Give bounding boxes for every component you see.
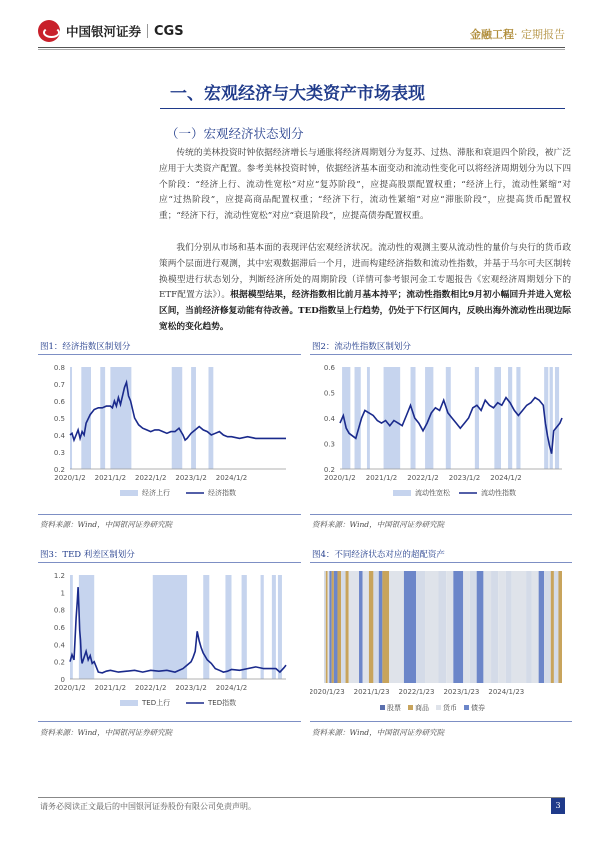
asset-band bbox=[334, 571, 338, 683]
legend-label: 债券 bbox=[471, 704, 485, 712]
x-tick-label: 2020/1/23 bbox=[310, 688, 345, 696]
subsection-title: （一）宏观经济状态划分 bbox=[166, 126, 304, 141]
figure-2-frame bbox=[310, 354, 572, 515]
figure-2-title: 图2：流动性指数区制划分 bbox=[312, 342, 411, 352]
y-tick-label: 0.6 bbox=[53, 398, 65, 406]
asset-band bbox=[329, 571, 331, 683]
regime-band bbox=[110, 367, 131, 469]
asset-band bbox=[477, 571, 484, 683]
x-tick-label: 2021/1/2 bbox=[365, 474, 398, 482]
x-tick-label: 2023/1/2 bbox=[175, 684, 207, 692]
figure-4-source: 资料来源：Wind，中国银河证券研究院 bbox=[312, 728, 445, 737]
logo-separator bbox=[147, 24, 148, 38]
asset-band bbox=[332, 571, 334, 683]
x-tick-label: 2024/1/2 bbox=[490, 474, 522, 482]
legend-swatch-regime bbox=[120, 700, 138, 706]
y-tick-label: 0.8 bbox=[53, 364, 65, 372]
legend-swatch bbox=[380, 705, 385, 710]
section-title: 一、宏观经济与大类资产市场表现 bbox=[170, 84, 425, 104]
liquidity-index-chart bbox=[310, 355, 572, 514]
regime-band bbox=[355, 367, 361, 469]
y-tick-label: 0.3 bbox=[53, 449, 65, 457]
asset-band bbox=[483, 571, 491, 683]
asset-band bbox=[453, 571, 463, 683]
regime-band bbox=[225, 575, 231, 679]
x-tick-label: 2023/1/2 bbox=[175, 474, 207, 482]
y-tick-label: 0.6 bbox=[53, 624, 65, 632]
asset-band bbox=[554, 571, 558, 683]
regime-band bbox=[446, 367, 451, 469]
regime-band bbox=[242, 575, 247, 679]
regime-band bbox=[81, 367, 91, 469]
y-tick-label: 0.2 bbox=[53, 658, 65, 667]
paragraph-1: 传统的美林投资时钟依据经济增长与通胀将经济周期划分为复苏、过热、滞胀和衰退四个阶段，被广泛应用于大类资产配置。参考美林投资时钟，依据经济基本面变动和流动性变化可以将经济周期划分为以下四个阶段：“经济上行、流动性宽松”对应“复苏阶段”，应提高股票配置权重；“经济上行，流动性紧缩”对应“过热阶段”，应提高商品配置权重；“经济下行，流动性紧缩”对应“滞胀阶段”，应提高货币配置权重；“经济下行，流动性宽松”对应“衰退阶段”，应提高债券配置权重。 bbox=[159, 148, 571, 222]
asset-band bbox=[404, 571, 416, 683]
figure-1-frame bbox=[38, 354, 301, 515]
logo-name: 中国银河证券 bbox=[66, 24, 142, 39]
section-divider bbox=[160, 108, 565, 109]
report-type bbox=[470, 26, 565, 42]
y-tick-label: 0.4 bbox=[53, 432, 65, 440]
asset-band bbox=[382, 571, 389, 683]
asset-band bbox=[389, 571, 404, 683]
asset-band bbox=[328, 571, 330, 683]
asset-band bbox=[416, 571, 425, 683]
regime-band bbox=[100, 367, 105, 469]
regime-band bbox=[153, 575, 187, 679]
y-tick-label: 0.5 bbox=[53, 415, 65, 423]
asset-band bbox=[544, 571, 551, 683]
page-number: 3 bbox=[551, 798, 565, 814]
y-tick-label: 0 bbox=[60, 676, 65, 684]
legend-label-line: 经济指数 bbox=[208, 489, 236, 497]
regime-band bbox=[278, 575, 282, 679]
legend-label: 商品 bbox=[415, 704, 429, 712]
regime-band bbox=[508, 367, 512, 469]
asset-band bbox=[363, 571, 369, 683]
legend-label-line: TED指数 bbox=[208, 699, 237, 707]
regime-band bbox=[70, 575, 73, 679]
x-tick-label: 2020/1/2 bbox=[54, 684, 86, 692]
x-tick-label: 2024/1/2 bbox=[215, 684, 248, 692]
x-tick-label: 2022/1/2 bbox=[135, 684, 167, 692]
x-tick-label: 2021/1/2 bbox=[94, 684, 127, 692]
y-tick-label: 1.2 bbox=[53, 572, 65, 580]
x-tick-label: 2022/1/2 bbox=[407, 474, 439, 482]
legend-label-regime: 经济上行 bbox=[142, 489, 170, 497]
y-tick-label: 0.4 bbox=[53, 641, 65, 650]
asset-band bbox=[439, 571, 447, 683]
asset-band bbox=[324, 571, 326, 683]
ted-spread-chart bbox=[38, 563, 301, 721]
footer-divider bbox=[38, 797, 565, 798]
paragraph-2-conclusion: 根据模型结果，经济指数相比前月基本持平；流动性指数相比9月初小幅回升并进入宽松区间，当前经济修复动能有待改善。TED指数呈上行趋势，仍处于下行区间内，反映出海外流动性出现边际宽松的变化趋势。 bbox=[159, 290, 572, 332]
series-line bbox=[340, 398, 562, 454]
regime-band bbox=[172, 367, 182, 469]
header-divider bbox=[38, 47, 565, 48]
asset-band bbox=[337, 571, 341, 683]
figure-1-source: 资料来源：Wind，中国银河证券研究院 bbox=[40, 520, 173, 529]
asset-band bbox=[512, 571, 526, 683]
regime-band bbox=[384, 367, 401, 469]
figure-1-title: 图1：经济指数区制划分 bbox=[40, 342, 131, 352]
regime-band bbox=[367, 367, 370, 469]
figure-4-title: 图4：不同经济状态对应的超配资产 bbox=[312, 550, 445, 560]
asset-band bbox=[346, 571, 349, 683]
y-tick-label: 0.5 bbox=[323, 389, 335, 398]
y-tick-label: 0.4 bbox=[323, 415, 335, 423]
paragraph-2-text: 我们分别从市场和基本面的表现评估宏观经济状况。流动性的观测主要从流动性的量价与央行的货币政策两个层面进行观测，其中宏观数据滞后一个月，进而构建经济指数和流动性指数，并基于马尔可夫区制转换模型进行状态划分，判断经济所处的周期阶段（详情可参考银河金工专题报告《宏观经济周期划分下的ETF配置方法》）。 bbox=[159, 243, 571, 301]
regime-band bbox=[555, 367, 559, 469]
legend-swatch bbox=[464, 705, 469, 710]
x-tick-label: 2021/1/23 bbox=[353, 688, 390, 696]
asset-band bbox=[491, 571, 498, 683]
legend-swatch bbox=[436, 705, 441, 710]
asset-band bbox=[359, 571, 363, 683]
legend-swatch-regime bbox=[120, 490, 138, 496]
regime-band bbox=[208, 367, 213, 469]
x-tick-label: 2022/1/2 bbox=[135, 474, 167, 482]
asset-band bbox=[531, 571, 538, 683]
overweight-assets-chart bbox=[310, 563, 572, 721]
logo-mark-icon bbox=[38, 20, 60, 42]
header-divider-thin bbox=[38, 49, 565, 50]
asset-band bbox=[326, 571, 328, 683]
y-tick-label: 0.2 bbox=[323, 466, 335, 474]
legend-label-regime: TED上行 bbox=[142, 699, 171, 707]
y-tick-label: 0.6 bbox=[323, 364, 335, 372]
figure-3-title: 图3：TED 利差区制划分 bbox=[40, 550, 135, 560]
logo-code: CGS bbox=[154, 23, 184, 39]
asset-band bbox=[551, 571, 554, 683]
figure-3-frame bbox=[38, 562, 301, 722]
asset-band bbox=[341, 571, 345, 683]
y-tick-label: 0.3 bbox=[323, 440, 335, 449]
paragraph-2 bbox=[159, 241, 571, 336]
y-tick-label: 0.2 bbox=[53, 466, 65, 474]
asset-band bbox=[498, 571, 506, 683]
regime-band bbox=[516, 367, 520, 469]
regime-band bbox=[203, 575, 209, 679]
report-category: 金融工程 bbox=[470, 28, 514, 41]
regime-band bbox=[272, 575, 276, 679]
x-tick-label: 2024/1/2 bbox=[215, 474, 248, 482]
x-tick-label: 2020/1/2 bbox=[54, 474, 86, 482]
figure-4-frame bbox=[310, 562, 572, 722]
asset-band bbox=[373, 571, 378, 683]
regime-band bbox=[191, 367, 196, 469]
regime-band bbox=[70, 367, 72, 469]
y-tick-label: 1 bbox=[60, 589, 65, 598]
figure-2-source: 资料来源：Wind，中国银河证券研究院 bbox=[312, 520, 445, 529]
asset-band bbox=[506, 571, 512, 683]
legend-swatch bbox=[408, 705, 413, 710]
regime-band bbox=[475, 367, 479, 469]
asset-band bbox=[369, 571, 373, 683]
asset-band bbox=[470, 571, 477, 683]
figure-3-source: 资料来源：Wind，中国银河证券研究院 bbox=[40, 728, 173, 737]
asset-band bbox=[425, 571, 438, 683]
asset-band bbox=[349, 571, 359, 683]
x-tick-label: 2023/1/2 bbox=[448, 474, 481, 482]
legend-label-line: 流动性指数 bbox=[481, 489, 516, 497]
regime-band bbox=[261, 575, 264, 679]
asset-band bbox=[558, 571, 562, 683]
asset-band bbox=[539, 571, 544, 683]
legend-label-regime: 流动性宽松 bbox=[415, 489, 450, 497]
asset-band bbox=[463, 571, 470, 683]
x-tick-label: 2024/1/23 bbox=[488, 688, 525, 696]
asset-band bbox=[446, 571, 453, 683]
economy-index-chart bbox=[38, 355, 301, 514]
y-tick-label: 0.8 bbox=[53, 606, 65, 615]
asset-band bbox=[526, 571, 531, 683]
y-tick-label: 0.7 bbox=[53, 381, 65, 389]
legend-label: 货币 bbox=[443, 704, 457, 712]
footer-disclaimer: 请务必阅读正文最后的中国银河证券股份有限公司免责声明。 bbox=[40, 802, 256, 811]
company-logo bbox=[38, 20, 184, 42]
x-tick-label: 2022/1/23 bbox=[398, 688, 435, 696]
report-subtype: · 定期报告 bbox=[514, 28, 565, 41]
legend-swatch-regime bbox=[393, 490, 411, 496]
asset-band bbox=[379, 571, 383, 683]
x-tick-label: 2023/1/23 bbox=[443, 688, 480, 696]
regime-band bbox=[494, 367, 501, 469]
x-tick-label: 2021/1/2 bbox=[94, 474, 127, 482]
x-tick-label: 2020/1/2 bbox=[324, 474, 356, 482]
legend-label: 股票 bbox=[387, 704, 401, 712]
